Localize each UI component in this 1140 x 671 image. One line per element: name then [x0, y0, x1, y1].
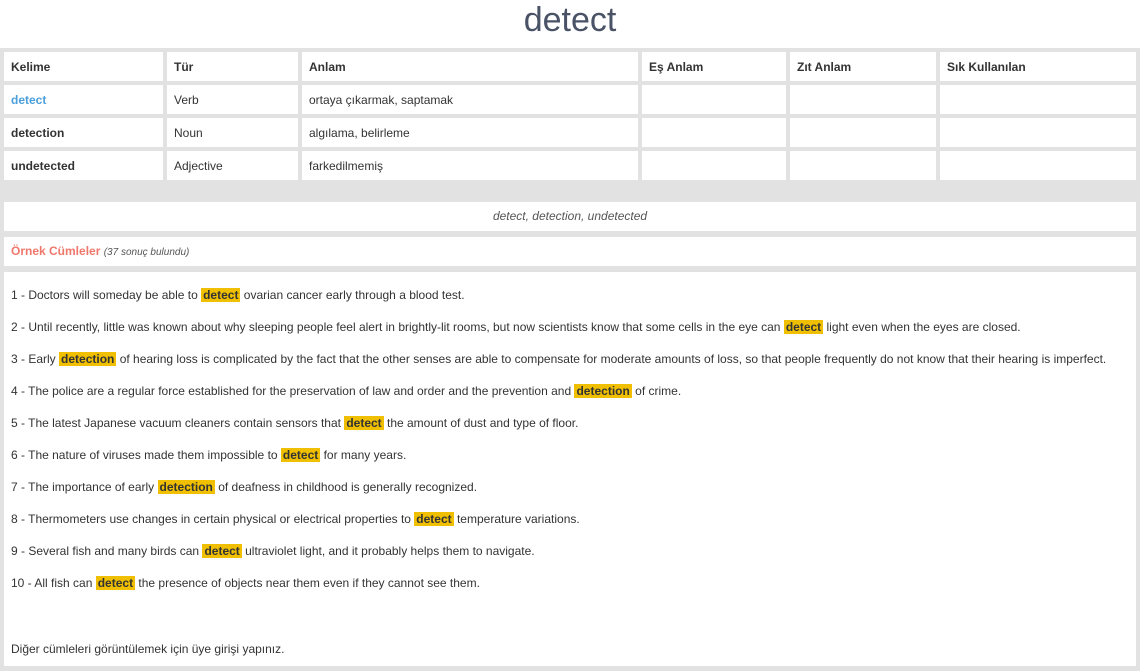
word-detection: detection: [4, 118, 163, 147]
sentence-suffix: of crime.: [631, 384, 682, 398]
sentence-suffix: ovarian cancer early through a blood test.: [240, 288, 465, 302]
sentence-prefix: 8 - Thermometers use changes in certain physical or electrical properties to: [11, 512, 415, 526]
sentence-item: [11, 317, 1129, 338]
word-synonym: [642, 151, 786, 180]
sentence-item: [11, 445, 1129, 466]
highlighted-word: detect: [785, 320, 822, 334]
login-note-before: Diğer cümleleri görüntülemek için: [11, 642, 192, 656]
sentence-prefix: 3 - Early: [11, 352, 60, 366]
sentence-prefix: 10 - All fish can: [11, 576, 96, 590]
header-sik-kullanilan: Sık Kullanılan: [940, 52, 1136, 81]
header-zit-anlam: Zıt Anlam: [790, 52, 936, 81]
sentence-item: [11, 509, 1129, 530]
highlighted-word: detection: [61, 352, 115, 366]
sentence-prefix: 2 - Until recently, little was known about why sleeping people feel alert in brightly-lit rooms, but now scientists know that some cells in the eye can: [11, 320, 784, 334]
header-es-anlam: Eş Anlam: [642, 52, 786, 81]
sentence-suffix: the presence of objects near them even if they cannot see them.: [135, 576, 480, 590]
examples-count: (37 sonuç bulundu): [103, 247, 190, 258]
word-common: [940, 118, 1136, 147]
table-header-row: [4, 52, 1136, 81]
examples-header: [4, 237, 1136, 266]
word-link-detect[interactable]: detect: [4, 85, 163, 114]
sentence-item: [11, 477, 1129, 498]
highlighted-word: detect: [203, 288, 239, 302]
word-common: [940, 85, 1136, 114]
sentence-item: [11, 285, 1129, 306]
word-type: Noun: [167, 118, 298, 147]
sentence-suffix: light even when the eyes are closed.: [823, 320, 1021, 334]
word-meaning: algılama, belirleme: [302, 118, 638, 147]
table-row: [4, 151, 1136, 180]
word-type: Verb: [167, 85, 298, 114]
word-meaning: farkedilmemiş: [302, 151, 638, 180]
word-synonym: [642, 85, 786, 114]
highlighted-word: detect: [282, 448, 319, 462]
sentence-prefix: 5 - The latest Japanese vacuum cleaners contain sensors that: [11, 416, 345, 430]
header-anlam: Anlam: [302, 52, 638, 81]
content-frame: [0, 48, 1140, 671]
login-note-after: yapınız.: [239, 642, 285, 656]
word-common: [940, 151, 1136, 180]
sentence-prefix: 7 - The importance of early: [11, 480, 158, 494]
examples-label: Örnek Cümleler: [11, 244, 101, 258]
highlighted-word: detect: [204, 544, 240, 558]
sentence-item: [11, 349, 1129, 370]
sentence-prefix: 4 - The police are a regular force established for the preservation of law and order and the prevention and: [11, 384, 575, 398]
sentence-item: [11, 573, 1129, 594]
word-meaning: ortaya çıkarmak, saptamak: [302, 85, 638, 114]
highlighted-word: detection: [159, 480, 213, 494]
sentence-item: [11, 381, 1129, 402]
sentence-suffix: of deafness in childhood is generally recognized.: [214, 480, 478, 494]
highlighted-word: detect: [416, 512, 452, 526]
word-table: [0, 48, 1140, 184]
sentence-suffix: temperature variations.: [453, 512, 580, 526]
sentence-prefix: 1 - Doctors will someday be able to: [11, 288, 202, 302]
word-forms-row: detect, detection, undetected: [4, 202, 1136, 231]
sentence-suffix: of hearing loss is complicated by the fact that the other senses are able to compensate for moderate amounts of loss, so that people frequently do not know that their hearing is imperfect.: [116, 352, 1107, 366]
highlighted-word: detection: [576, 384, 630, 398]
table-row: [4, 118, 1136, 147]
header-tur: Tür: [167, 52, 298, 81]
word-antonym: [790, 118, 936, 147]
member-login-link[interactable]: üye girişi: [191, 642, 240, 656]
sentence-suffix: for many years.: [320, 448, 407, 462]
login-note: [11, 642, 284, 656]
word-type: Adjective: [167, 151, 298, 180]
highlighted-word: detect: [97, 576, 134, 590]
highlighted-word: detect: [346, 416, 382, 430]
sentence-prefix: 6 - The nature of viruses made them impossible to: [11, 448, 281, 462]
sentence-list: [4, 272, 1136, 594]
sentence-suffix: the amount of dust and type of floor.: [383, 416, 579, 430]
sentence-suffix: ultraviolet light, and it probably helps them to navigate.: [241, 544, 535, 558]
table-row: [4, 85, 1136, 114]
header-kelime: Kelime: [4, 52, 163, 81]
word-synonym: [642, 118, 786, 147]
sentence-item: [11, 541, 1129, 562]
word-undetected: undetected: [4, 151, 163, 180]
sentence-prefix: 9 - Several fish and many birds can: [11, 544, 203, 558]
example-sentences: [4, 272, 1136, 666]
sentence-item: [11, 413, 1129, 434]
word-antonym: [790, 151, 936, 180]
word-antonym: [790, 85, 936, 114]
page-title: detect: [523, 1, 617, 39]
